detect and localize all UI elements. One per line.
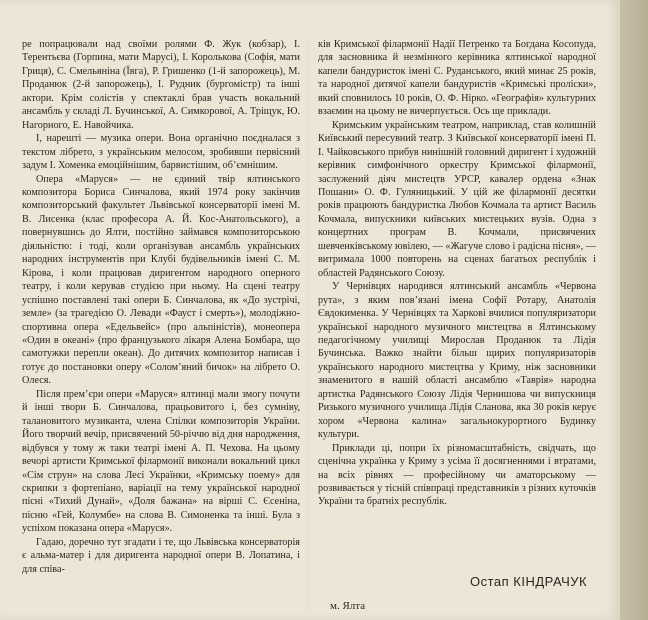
paragraph: Гадаю, доречно тут згадати і те, що Львівська консерваторія є альма-матер і для диригента народної опери В. Лопатина, і для співа- — [22, 536, 300, 575]
article-column-right — [318, 38, 596, 509]
paragraph: Після прем’єри опери «Маруся» ялтинці мали змогу почути й інші твори Б. Синчалова, працьовитого і, без сумніву, талановитого музиканта, члена Спілки композиторів України. Його творчий вечір, присвячений 50-річчю від дня народження, відбувся у тому ж таки театрі імені А. П. Чехова. На цьому вечорі артисти Кримської філармонії виконали вокальний цикл «Сім струн» на слова Лесі Українки, «Кримську поему» для скрипки з фортепіано, варіації на тему української народної пісні «Тихий Дунай», «Доля бажана» на вірші С. Єсеніна, пісню «Гей, Колумбе» на слова В. Симоненка та інші. Була з успіхом показана опера «Маруся». — [22, 388, 300, 535]
paragraph: Опера «Маруся» — не єдиний твір ялтинського композитора Бориса Синчалова, який 1974 року закінчив композиторський факультет Львівської консерваторії імені М. В. Лисенка (клас професора А. Й. Кос-Анатольського), а повернувшись до Ялти, постійно займався композиторською діяльністю: і тоді, коли організував ансамбль українських народних інструментів при Клубі будівельників імені С. М. Кірова, і коли працював диригентом народного оперного театру, і коли керував студією при ньому. На сцені театру успішно поставлені такі опери Б. Синчалова, як «До зустрічі, земле» (за трагедією О. Левади «Фауст і смерть»), молодіжно-спортивна опера «Едельвейс» (про альпіністів), монеопера «Один в океані» (про французького лікаря Алена Бомбара, що самотужки перепли океан). До дитячих композитор написав і готує до постановки оперу «Солом’яний бичок» на лібрето О. Олеся. — [22, 173, 300, 387]
page-edge — [620, 0, 648, 620]
paragraph: Кримським українським театром, наприклад, став колишній Київський пересувний театр. З Київської консерваторії імені П. І. Чайковського прибув нинішній головний диригент і художній керівник симфонічного оркестру Кримської філармонії, заслужений діяч мистецтв УРСР, кавалер ордена «Знак Пошани» О. Ф. Гуляницький. У цій же філармонії десятки років працюють бандуристка Любов Кочмала та артист Василь Кочмала, випускники київських мистецьких вузів. Одна з концертних програм В. Кочмали, присвячених шевченківському ювілею, — «Жагуче слово і радісна пісня», — витримала 1000 повторень на сценах багатьох республік і областей Радянського Союзу. — [318, 119, 596, 279]
paragraph: І, нарешті — музика опери. Вона органічно поєдналася з текстом лібрето, з українським мелосом, зробивши первісний задум І. Хоменка емоційнішим, барвистішим, об’ємнішим. — [22, 133, 300, 172]
author-signature: Остап КІНДРАЧУК — [470, 574, 588, 589]
dateline-place: м. Ялта — [330, 600, 366, 612]
column-gutter — [308, 40, 309, 610]
paragraph: У Чернівцях народився ялтинський ансамбль «Червона рута», з яким пов’язані імена Софії Ротару, Анатолія Євдокименка. У Чернівцях та Харкові вчилися популяризатори української народного музичного мистецтва в Ялтинському педагогічному училищі Мирослав Проданюк та Лідія Бучинська. Важко знайти більш щирих популяризаторів українського народного мистецтва у Криму, ніж засновники знаменитого в нашій області ансамблю «Таврія» народна артистка Радянського Союзу Лідія Чернишова чи випускниця Ризького музичного училища Лідія Сланова, яка 30 років керує хором «Червона калина» загальнокурортного Будинку культури. — [318, 281, 596, 441]
paragraph: ків Кримської філармонії Надії Петренко та Богдана Косопуда, для засновника й незмінного керівника ялтинської народної капели бандуристок імені С. Руданського, який минає 25 років, та народної дитячої капели бандуристів «Кримські проліски», який сповнилось 10 років, О. Ф. Нірко. «Географія» культурних взаємин на цьому не вичерпується. Ось ще приклади. — [318, 39, 596, 118]
paragraph: ре попрацювали над своїми ролями Ф. Жук (кобзар), І. Терентьєва (Горпина, мати Марусі), І. Королькова (Софія, мати Гриця), С. Смельяніна (Ївга), Р. Гришенко (1-й запорожець), М. Проданюк (2-й запорожець), І. Рудник (бургомістр) та інші актори. Крім солістів у спектаклі брав участь вокальний ансамбль у складі Л. Бучинської, А. Симкорової, А. Тріщук, Ю. Нагорного, Е. Навойчика. — [22, 39, 300, 131]
article-column-left — [22, 38, 300, 576]
paragraph: Приклади ці, попри їх різномасштабність, свідчать, що сценічна українка у Криму з усіма її досягненнями і втратами, на всіх рівнях — професійному чи аматорському — розвивається у тісній співпраці представників з різних куточків України та братніх республік. — [318, 442, 596, 508]
